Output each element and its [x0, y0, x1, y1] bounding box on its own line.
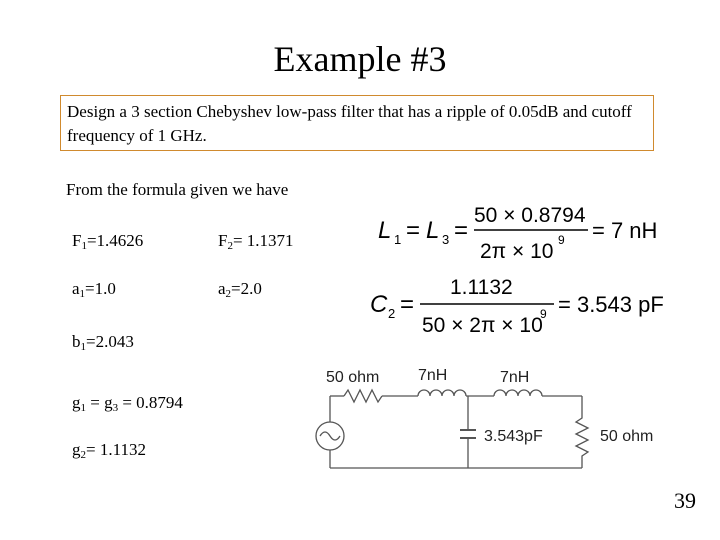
- eq1-result: = 7 nH: [592, 218, 658, 243]
- problem-text: Design a 3 section Chebyshev low-pass filter that has a ripple of 0.05dB and cutoff frequency of 1 GHz.: [67, 102, 632, 145]
- ac-wave-icon: [320, 432, 340, 440]
- value-g2: $g_2= 1.1132$: [72, 440, 146, 461]
- value-F1: $F_1=1.4626$: [72, 231, 144, 252]
- value-g1-g3: $g_1 = g_3 = 0.8794$: [72, 393, 183, 414]
- eq1-L3-sub: 3: [442, 232, 450, 247]
- equation-inductance: [372, 198, 672, 266]
- page-number: 39: [674, 488, 696, 513]
- intro-text: From the formula given we have: [66, 180, 289, 199]
- eq1-L1-sub: 1: [394, 232, 402, 247]
- value-a1: $a_1=1.0$: [72, 279, 116, 300]
- load-resistor-label: 50 ohm: [600, 428, 654, 445]
- eq2-denominator: 50 × 2π × 10: [422, 314, 543, 337]
- eq2-C2: C: [370, 291, 388, 318]
- equation-capacitance: [368, 272, 668, 338]
- eq2-result: = 3.543 pF: [558, 292, 664, 317]
- eq2-C2-sub: 2: [388, 306, 396, 321]
- eq1-L3: L: [426, 217, 440, 244]
- capacitor-label: 3.543pF: [484, 428, 543, 445]
- filter-circuit-diagram: [300, 352, 680, 474]
- inductor1-label: 7nH: [418, 367, 448, 384]
- source-resistor-icon: [344, 390, 382, 402]
- svg-text:=: =: [454, 217, 469, 244]
- inductor2-icon: [494, 390, 542, 396]
- eq1-L1: L: [378, 217, 392, 244]
- problem-statement-box: [60, 95, 654, 151]
- value-F2: $F_2= 1.1371$: [218, 231, 294, 252]
- eq1-denominator: 2π × 10: [480, 240, 554, 263]
- eq1-exponent: 9: [558, 233, 565, 247]
- inductor1-icon: [418, 390, 466, 396]
- eq2-exponent: 9: [540, 307, 547, 321]
- inductor2-label: 7nH: [500, 369, 530, 386]
- slide-title: Example #3: [273, 39, 447, 79]
- eq1-eq-sign: =: [406, 217, 421, 244]
- source-resistor-label: 50 ohm: [326, 369, 380, 386]
- eq2-numerator: 1.1132: [450, 276, 513, 299]
- eq1-numerator: 50 × 0.8794: [474, 204, 586, 227]
- load-resistor-icon: [576, 396, 588, 468]
- svg-text:=: =: [400, 291, 415, 318]
- value-a2: $a_2=2.0$: [218, 279, 262, 300]
- value-b1: $b_1=2.043$: [72, 332, 134, 353]
